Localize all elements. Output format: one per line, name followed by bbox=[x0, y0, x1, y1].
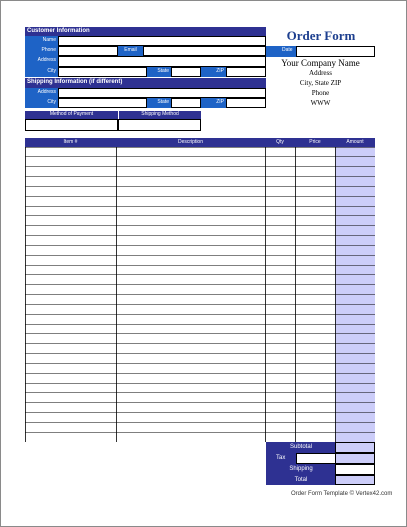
shipping-cost-field[interactable] bbox=[335, 464, 375, 475]
qty-header: Qty bbox=[265, 139, 295, 146]
name-field[interactable] bbox=[58, 36, 266, 46]
amount-header: Amount bbox=[335, 139, 375, 146]
customer-info-header: Customer Information bbox=[25, 27, 266, 36]
tax-rate-field[interactable] bbox=[296, 453, 336, 464]
tax-value bbox=[335, 453, 375, 464]
state-field[interactable] bbox=[171, 67, 201, 77]
total-label: Total bbox=[266, 475, 336, 485]
address-field[interactable] bbox=[58, 56, 266, 67]
item-number-header: Item # bbox=[25, 139, 116, 146]
email-field[interactable] bbox=[143, 46, 266, 56]
phone-field[interactable] bbox=[58, 46, 118, 56]
phone-label: Phone bbox=[25, 46, 58, 56]
address-label: Address bbox=[25, 56, 58, 67]
state-label: State bbox=[147, 67, 171, 77]
company-phone: Phone bbox=[311, 89, 330, 97]
subtotal-label: Subtotal bbox=[266, 442, 336, 453]
shipping-label: Shipping bbox=[266, 464, 336, 475]
payment-method-header: Method of Payment bbox=[25, 111, 118, 119]
shipping-method-header: Shipping Method bbox=[118, 111, 201, 119]
shipping-info-header: Shipping Information (if different) bbox=[25, 78, 266, 88]
tax-label: Tax bbox=[266, 453, 296, 464]
template-footer: Order Form Template © Vertex42.com bbox=[291, 491, 393, 497]
company-address: Address bbox=[309, 69, 332, 77]
ship-state-label: State bbox=[147, 98, 171, 108]
ship-address-label: Address bbox=[25, 88, 58, 98]
items-header-row bbox=[25, 138, 375, 147]
company-name: Your Company Name bbox=[281, 58, 360, 68]
ship-state-field[interactable] bbox=[171, 98, 201, 108]
ship-zip-field[interactable] bbox=[226, 98, 266, 108]
items-grid-lines bbox=[25, 147, 375, 442]
city-label: City bbox=[25, 67, 58, 77]
shipping-method-field[interactable] bbox=[118, 119, 201, 131]
zip-label: ZIP bbox=[201, 67, 226, 77]
email-label: Email bbox=[118, 46, 143, 56]
subtotal-value bbox=[335, 442, 375, 453]
description-header: Description bbox=[116, 139, 265, 146]
payment-method-field[interactable] bbox=[25, 119, 118, 131]
order-form-title: Order Form bbox=[286, 28, 356, 43]
ship-city-field[interactable] bbox=[58, 98, 147, 108]
price-header: Price bbox=[295, 139, 335, 146]
date-field[interactable] bbox=[296, 46, 375, 57]
company-city-state-zip: City, State ZIP bbox=[299, 79, 342, 87]
items-table-body bbox=[25, 147, 375, 442]
date-label: Date bbox=[266, 46, 296, 57]
city-field[interactable] bbox=[58, 67, 147, 77]
ship-address-field[interactable] bbox=[58, 88, 266, 98]
total-value bbox=[335, 475, 375, 485]
ship-zip-label: ZIP bbox=[201, 98, 226, 108]
company-web: WWW bbox=[310, 99, 331, 107]
name-label: Name bbox=[25, 36, 58, 46]
ship-city-label: City bbox=[25, 98, 58, 108]
zip-field[interactable] bbox=[226, 67, 266, 77]
